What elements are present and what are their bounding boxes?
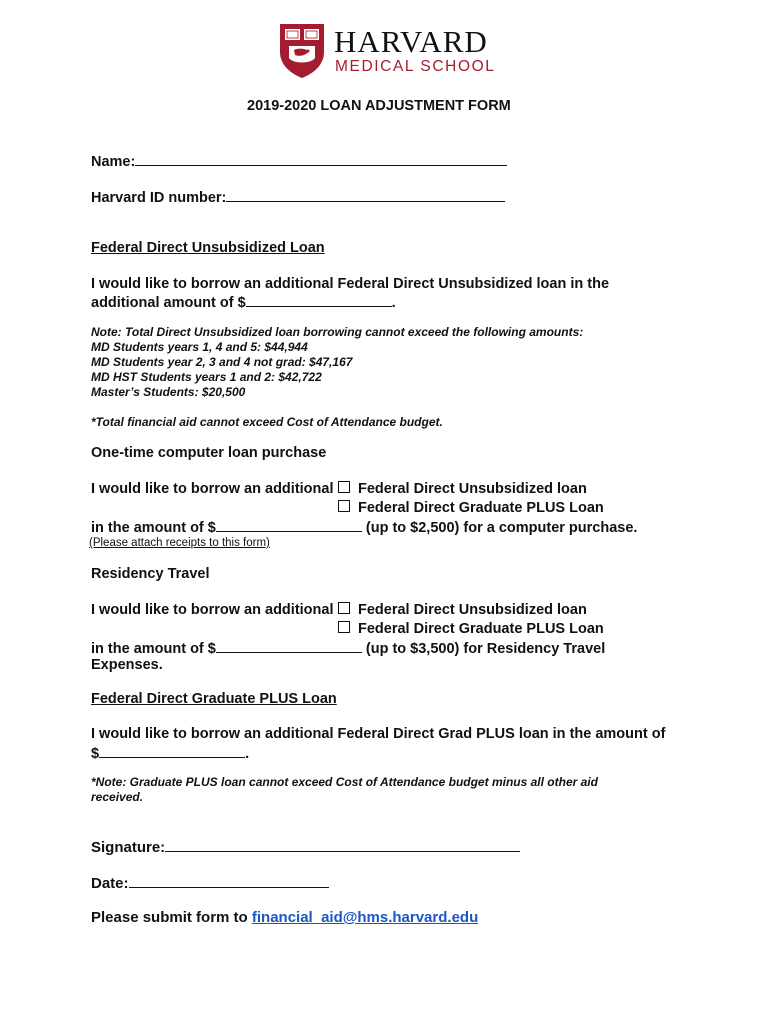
unsub-note-line: MD Students years 1, 4 and 5: $44,944 [91,340,308,354]
gradplus-amount-prefix: $ [91,746,100,762]
residency-option-plus[interactable] [338,621,604,637]
unsub-note-line: Note: Total Direct Unsubsidized loan borrowing cannot exceed the following amounts: [91,325,584,339]
residency-amount-prefix: in the amount of $ [91,641,216,657]
signature-field[interactable] [165,838,520,852]
unsub-amount-prefix: additional amount of $ [91,295,246,311]
coa-note: *Total financial aid cannot exceed Cost of Attendance budget. [91,415,443,429]
unsub-amount-suffix: . [391,295,396,311]
computer-option-plus[interactable] [338,500,604,516]
computer-option-unsub-label: Federal Direct Unsubsidized loan [358,481,587,497]
name-row [91,152,507,170]
receipt-note: (Please attach receipts to this form) [89,537,270,549]
computer-option-unsub[interactable] [338,481,587,497]
name-label: Name: [91,154,136,170]
signature-row [91,838,520,856]
harvard-shield-icon [278,22,326,80]
date-row [91,874,329,892]
unsub-note-line: MD HST Students years 1 and 2: $42,722 [91,370,322,384]
gradplus-amount-suffix: . [245,746,250,762]
id-row [91,188,505,206]
computer-amount-field[interactable] [216,518,362,532]
gradplus-heading: Federal Direct Graduate PLUS Loan [91,691,337,707]
signature-label: Signature: [91,839,166,856]
computer-amount-row [91,518,637,536]
wordmark-medical-school: MEDICAL SCHOOL [335,58,496,75]
gradplus-note-line: received. [91,790,144,804]
name-field[interactable] [135,152,507,166]
unsub-note-line: MD Students year 2, 3 and 4 not grad: $47,167 [91,355,353,369]
harvard-id-label: Harvard ID number: [91,190,227,206]
harvard-id-field[interactable] [226,188,505,202]
date-label: Date: [91,875,129,892]
form-title: 2019-2020 LOAN ADJUSTMENT FORM [247,98,511,114]
computer-heading: One-time computer loan purchase [91,445,327,461]
checkbox-icon[interactable] [338,481,350,493]
computer-prefix: I would like to borrow an additional [91,481,334,497]
computer-amount-prefix: in the amount of $ [91,520,216,536]
residency-prefix: I would like to borrow an additional [91,602,334,618]
submit-email-link[interactable]: financial_aid@hms.harvard.edu [251,909,479,926]
unsub-line1: I would like to borrow an additional Federal Direct Unsubsidized loan in the [91,276,610,292]
residency-option-plus-label: Federal Direct Graduate PLUS Loan [358,621,604,637]
unsub-amount-field[interactable] [246,293,392,307]
residency-expenses: Expenses. [91,657,163,673]
residency-option-unsub[interactable] [338,602,587,618]
residency-amount-suffix: (up to $3,500) for Residency Travel [361,641,606,657]
date-field[interactable] [129,874,329,888]
residency-amount-field[interactable] [216,639,362,653]
gradplus-line1: I would like to borrow an additional Federal Direct Grad PLUS loan in the amount of [91,726,666,742]
residency-option-unsub-label: Federal Direct Unsubsidized loan [358,602,587,618]
gradplus-amount-field[interactable] [99,744,245,758]
checkbox-icon[interactable] [338,500,350,512]
submit-row [91,909,478,926]
gradplus-note [91,775,598,805]
unsub-note-line: Master’s Students: $20,500 [91,385,246,399]
computer-amount-suffix: (up to $2,500) for a computer purchase. [361,520,638,536]
residency-amount-row [91,639,605,657]
unsub-note [91,325,583,400]
harvard-medical-school-logo [278,22,498,84]
residency-heading: Residency Travel [91,566,210,582]
checkbox-icon[interactable] [338,602,350,614]
gradplus-line2 [91,744,249,762]
wordmark-harvard: HARVARD [334,24,488,59]
unsub-heading: Federal Direct Unsubsidized Loan [91,240,325,256]
checkbox-icon[interactable] [338,621,350,633]
computer-option-plus-label: Federal Direct Graduate PLUS Loan [358,500,604,516]
submit-label: Please submit form to [91,909,252,926]
gradplus-note-line: *Note: Graduate PLUS loan cannot exceed Cost of Attendance budget minus all other aid [91,775,598,789]
unsub-line2 [91,293,396,311]
